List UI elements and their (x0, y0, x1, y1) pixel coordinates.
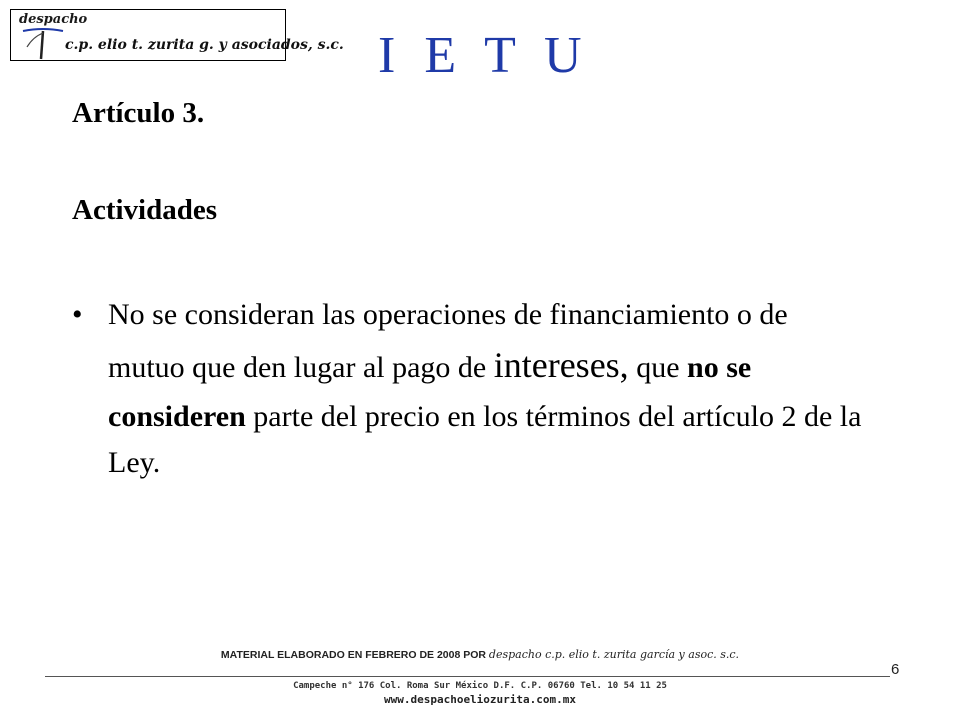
footer-divider (45, 676, 890, 677)
footer-material: MATERIAL ELABORADO EN FEBRERO DE 2008 POR (220, 649, 489, 661)
bullet-text (108, 292, 862, 486)
bullet-text-part: No se consideran las operaciones de financiamiento o de mutuo que den lugar al pago de (108, 298, 788, 385)
bullet-emphasis-interest: intereses, (493, 345, 629, 386)
footer-credit (0, 648, 960, 661)
logo-firm-name: c.p. elio t. zurita g. y asociados, s.c. (65, 37, 344, 53)
footer-firm: despacho c.p. elio t. zurita garcía y asoc. s.c. (488, 648, 740, 661)
bullet-text-part: que (628, 351, 688, 385)
bullet-icon: • (72, 298, 83, 331)
footer-address: Campeche n° 176 Col. Roma Sur México D.F. C.P. 06760 Tel. 10 54 11 25 (293, 681, 667, 691)
section-subheading: Actividades (72, 194, 217, 226)
bullet-text-part: parte del precio en los términos del artículo 2 de la Ley. (108, 399, 862, 479)
bullet-bold-phrase: no se consideren (108, 351, 752, 433)
article-heading: Artículo 3. (72, 97, 205, 129)
logo-word: despacho (19, 12, 88, 27)
logo-mark-icon (21, 27, 65, 61)
bullet-item (72, 292, 862, 486)
firm-logo (10, 9, 344, 61)
page-title: I E T U (378, 27, 590, 84)
footer-website: www.despachoeliozurita.com.mx (383, 693, 577, 706)
page-number: 6 (891, 661, 900, 678)
